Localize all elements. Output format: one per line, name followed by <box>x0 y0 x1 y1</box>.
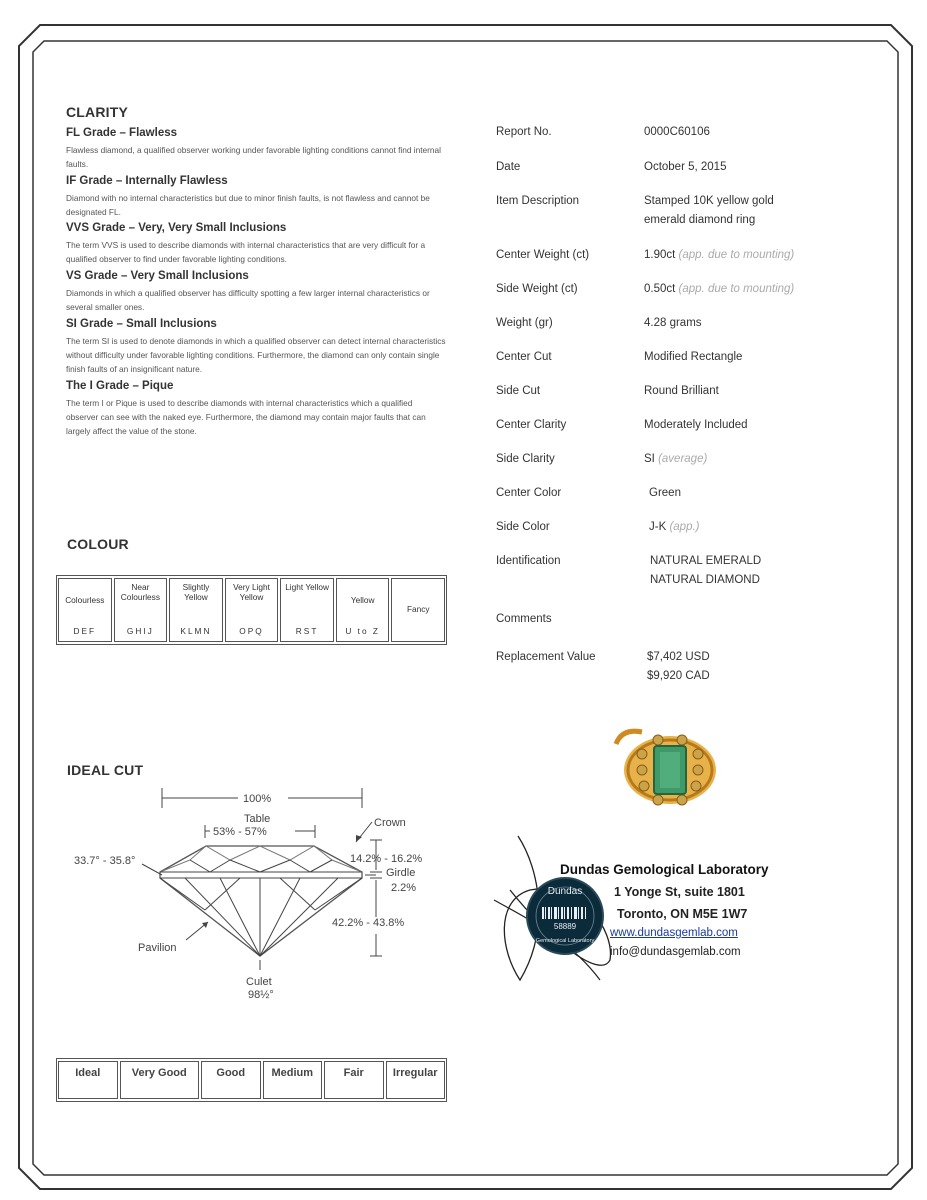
report-label: Center Weight (ct) <box>496 249 590 261</box>
clarity-title: CLARITY <box>66 104 129 120</box>
report-value-group <box>644 280 794 299</box>
report-value-group <box>650 552 761 590</box>
colour-cell-codes: GHIJ <box>126 626 154 636</box>
table-range-label: 53% - 57% <box>213 826 267 838</box>
lab-address-1: 1 Yonge St, suite 1801 <box>614 885 745 899</box>
report-value: 0000C60106 <box>644 126 710 138</box>
report-note: (app. due to mounting) <box>678 249 795 261</box>
colour-cell-name: Very Light Yellow <box>233 582 270 602</box>
lab-name: Dundas Gemological Laboratory <box>560 862 769 877</box>
lab-address-2: Toronto, ON M5E 1W7 <box>617 907 748 921</box>
report-label: Comments <box>496 613 552 625</box>
report-value: 1.90ct <box>644 249 676 261</box>
report-value: Modified Rectangle <box>644 351 743 363</box>
report-label: Center Color <box>496 487 562 499</box>
report-value-group <box>644 450 707 469</box>
pavilion-label: Pavilion <box>138 942 177 954</box>
crown-angle-label: 33.7° - 35.8° <box>74 855 136 867</box>
clarity-grade-si <box>66 318 446 376</box>
ring-photo <box>612 724 722 810</box>
report-value: Round Brilliant <box>644 385 719 397</box>
table-label: Table <box>244 813 271 825</box>
grade-heading: VS Grade – Very Small Inclusions <box>66 270 249 282</box>
crown-height-label: 14.2% - 16.2% <box>350 853 423 865</box>
pavilion-depth-label: 42.2% - 43.8% <box>332 917 405 929</box>
colour-cell-name: Yellow <box>350 595 375 605</box>
colour-cell <box>336 578 390 642</box>
width-pct-label: 100% <box>243 793 272 805</box>
report-label: Side Color <box>496 521 550 533</box>
colour-cell-codes: DEF <box>73 626 97 636</box>
cut-grade-cell: Fair <box>324 1061 384 1099</box>
ideal-cut-diagram <box>60 780 480 1010</box>
grade-text: The term I or Pique is used to describe diamonds with internal characteristics which a qualified observer can see with the naked eye. Furthermore, the diamond may contain major faults that can largely affect the value of the stone. <box>66 398 426 436</box>
clarity-grade-vs <box>66 270 446 314</box>
grade-text: The term VVS is used to describe diamonds with internal characteristics that are very difficult for a qualified observer to find under favorable lighting conditions. <box>66 240 426 264</box>
report-value: Green <box>649 487 681 499</box>
cut-grade-cell: Ideal <box>58 1061 118 1099</box>
grade-text: Diamonds in which a qualified observer has difficulty spotting a few larger internal characteristics or several smaller ones. <box>66 288 430 312</box>
colour-cell-name: Near Colourless <box>120 582 160 602</box>
colour-scale-table <box>56 575 447 645</box>
girdle-label: Girdle <box>386 867 416 879</box>
colour-title: COLOUR <box>67 536 129 552</box>
colour-cell <box>280 578 334 642</box>
report-note: (app.) <box>669 521 700 533</box>
colour-cell-name: Colourless <box>65 595 105 605</box>
report-value: Stamped 10K yellow gold emerald diamond ring <box>644 195 774 226</box>
cut-grade-cell: Irregular <box>386 1061 446 1099</box>
report-value: NATURAL EMERALD <box>650 555 762 567</box>
grade-heading: IF Grade – Internally Flawless <box>66 175 228 187</box>
report-value-group <box>647 648 710 686</box>
ideal-cut-title: IDEAL CUT <box>67 762 144 778</box>
colour-cell <box>169 578 223 642</box>
report-label: Weight (gr) <box>496 317 553 329</box>
laboratory-seal <box>525 876 605 956</box>
report-label: Side Cut <box>496 385 541 397</box>
lab-email: info@dundasgemlab.com <box>610 946 741 958</box>
report-note: (average) <box>658 453 708 465</box>
grade-text: The term SI is used to denote diamonds in which a qualified observer can detect internal characteristics without difficulty under favorable lighting conditions. Furthermore, the diamond can only contain single finish faults of an insignificant nature. <box>66 336 446 374</box>
clarity-grade-i <box>66 380 446 438</box>
cut-grade-cell: Medium <box>263 1061 323 1099</box>
seal-number-text: 58889 <box>553 922 577 931</box>
grade-heading: The I Grade – Pique <box>66 380 174 392</box>
report-note: (app. due to mounting) <box>678 283 795 295</box>
colour-cell <box>225 578 279 642</box>
report-value-2: $9,920 CAD <box>647 670 710 682</box>
report-label: Center Cut <box>496 351 552 363</box>
report-value: $7,402 USD <box>647 651 710 663</box>
report-label: Replacement Value <box>496 651 596 663</box>
report-label: Item Description <box>496 195 580 207</box>
grade-heading: SI Grade – Small Inclusions <box>66 318 217 330</box>
report-value-group <box>644 246 794 265</box>
report-value: 0.50ct <box>644 283 676 295</box>
cut-grade-table <box>56 1058 447 1102</box>
culet-label: Culet <box>246 976 272 988</box>
report-value: 4.28 grams <box>644 317 702 329</box>
clarity-grade-vvs <box>66 222 446 266</box>
crown-label: Crown <box>374 817 406 829</box>
clarity-grade-fl <box>66 127 446 171</box>
report-label: Date <box>496 161 521 173</box>
report-value: SI <box>644 453 655 465</box>
seal-top-text: Dundas <box>547 886 583 897</box>
seal-bottom-text: Gemological Laboratory <box>535 938 595 944</box>
clarity-grade-if <box>66 175 446 219</box>
grade-text: Diamond with no internal characteristics but due to minor finish faults, is not flawless and cannot be designated FL. <box>66 193 430 217</box>
report-value: October 5, 2015 <box>644 161 727 173</box>
report-label: Side Weight (ct) <box>496 283 578 295</box>
report-label: Report No. <box>496 126 552 138</box>
report-value-2: NATURAL DIAMOND <box>650 574 760 586</box>
culet-value-label: 98½° <box>248 989 274 1001</box>
colour-cell-name: Slightly Yellow <box>182 582 210 602</box>
colour-cell-name: Light Yellow <box>285 582 330 592</box>
girdle-pct-label: 2.2% <box>391 882 417 894</box>
colour-cell <box>58 578 112 642</box>
colour-cell <box>114 578 168 642</box>
colour-cell-codes: RST <box>295 626 319 636</box>
report-value-group <box>649 518 700 537</box>
colour-cell <box>391 578 445 642</box>
cut-grade-cell: Good <box>201 1061 261 1099</box>
lab-website-link[interactable]: www.dundasgemlab.com <box>610 927 738 939</box>
report-value: Moderately Included <box>644 419 748 431</box>
colour-cell-name: Fancy <box>406 604 430 614</box>
report-value: J-K <box>649 521 667 533</box>
colour-cell-codes: KLMN <box>180 626 212 636</box>
grade-heading: VVS Grade – Very, Very Small Inclusions <box>66 222 287 234</box>
grade-text: Flawless diamond, a qualified observer working under favorable lighting conditions cannot find internal faults. <box>66 145 441 169</box>
report-label: Center Clarity <box>496 419 567 431</box>
colour-cell-codes: U to Z <box>345 626 380 636</box>
report-label: Identification <box>496 555 561 567</box>
report-label: Side Clarity <box>496 453 555 465</box>
colour-cell-codes: OPQ <box>239 626 264 636</box>
grade-heading: FL Grade – Flawless <box>66 127 178 139</box>
cut-grade-cell: Very Good <box>120 1061 200 1099</box>
